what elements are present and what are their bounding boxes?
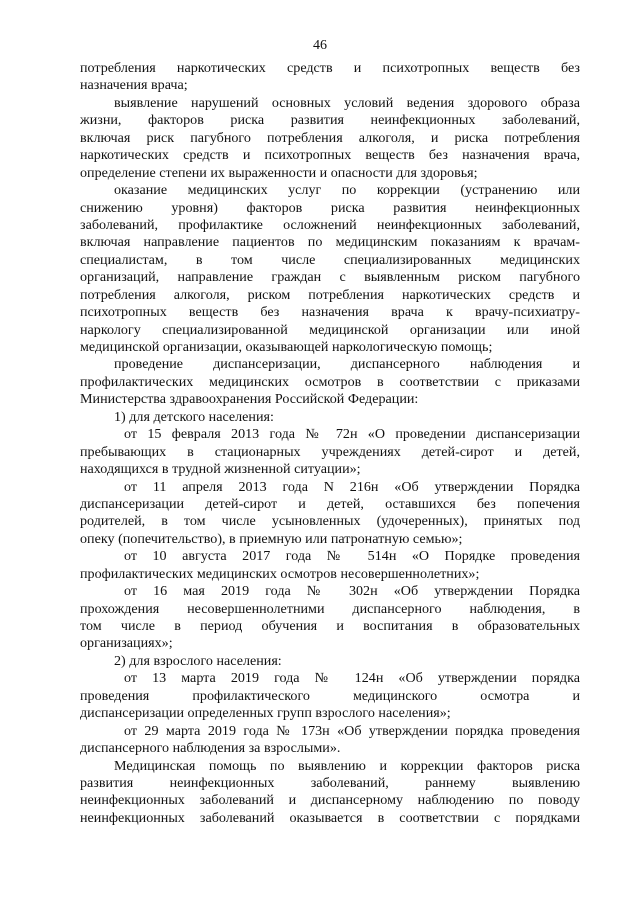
text-line: профилактических медицинских осмотров в соответствии с приказами — [80, 373, 580, 390]
text-line: Медицинская помощь по выявлению и коррекции факторов риска — [114, 757, 580, 774]
text-line: от 15 февраля 2013 года № 72н «О проведении диспансеризации — [124, 426, 580, 443]
text-line: опеку (попечительство), в приемную или патронатную семью»; — [80, 530, 463, 547]
text-line: потребления алкоголя, риском потребления наркотических средств и — [80, 286, 580, 303]
text-line: включая риск пагубного потребления алкоголя, и риска потребления — [80, 129, 580, 146]
text-line: диспансеризации детей-сирот и детей, оставшихся без попечения — [80, 495, 580, 512]
text-line: выявление нарушений основных условий ведения здорового образа — [114, 94, 580, 111]
text-line: оказание медицинских услуг по коррекции (устранению или — [114, 182, 580, 199]
text-line: медицинской организации, оказывающей наркологическую помощь; — [80, 339, 493, 355]
text-line: потребления наркотических средств и психотропных веществ без — [80, 60, 580, 76]
text-line: от 11 апреля 2013 года N 216н «Об утверждении Порядка — [124, 478, 580, 495]
text-line: неинфекционных заболеваний оказывается в соответствии с порядками — [80, 809, 580, 826]
text-line: диспансеризации определенных групп взрослого населения»; — [80, 705, 451, 722]
text-line: психотропных веществ без назначения врача к врачу-психиатру- — [80, 304, 580, 321]
text-line: наркотических средств и психотропных веществ без назначения врача, — [80, 147, 580, 164]
text-line: родителей, в том числе усыновленных (удочеренных), принятых под — [80, 513, 580, 530]
text-line: прохождения несовершеннолетними диспансерного наблюдения, в — [80, 600, 580, 617]
text-line: снижению уровня) факторов риска развития неинфекционных — [80, 199, 580, 216]
text-line: включая направление пациентов по медицинским показаниям к врачам- — [80, 234, 580, 251]
text-line: 1) для детского населения: — [114, 408, 274, 425]
text-line: профилактических медицинских осмотров несовершеннолетних»; — [80, 565, 480, 582]
text-line: назначения врача; — [80, 77, 188, 94]
text-line: находящихся в трудной жизненной ситуации»; — [80, 461, 361, 478]
text-line: жизни, факторов риска развития неинфекционных заболеваний, — [80, 112, 580, 129]
document-body — [80, 60, 580, 827]
text-line: специалистам, в том числе специализированных медицинских — [80, 251, 580, 268]
text-line: заболеваний, профилактике осложнений неинфекционных заболеваний, — [80, 216, 580, 233]
text-line: 2) для взрослого населения: — [114, 652, 282, 669]
text-line: диспансерного наблюдения за взрослыми». — [80, 740, 341, 757]
text-line: от 10 августа 2017 года № 514н «О Порядке проведения — [124, 548, 580, 565]
text-line: организаций, направление граждан с выявленным риском пагубного — [80, 269, 580, 286]
text-line: проведения профилактического медицинского осмотра и — [80, 687, 580, 704]
text-line: от 29 марта 2019 года № 173н «Об утверждении порядка проведения — [124, 722, 580, 739]
text-line: том числе в период обучения и воспитания в образовательных — [80, 618, 580, 634]
page-number: 46 — [313, 38, 327, 53]
text-line: проведение диспансеризации, диспансерного наблюдения и — [114, 356, 580, 373]
text-line: пребывающих в стационарных учреждениях детей-сирот и детей, — [80, 443, 580, 460]
text-line: развития неинфекционных заболеваний, раннему выявлению — [80, 774, 580, 791]
text-line: Министерства здравоохранения Российской Федерации: — [80, 391, 419, 408]
text-line: от 16 мая 2019 года № 302н «Об утверждении Порядка — [124, 583, 580, 600]
text-line: организациях»; — [80, 635, 173, 652]
text-line: наркологу специализированной медицинской организации или иной — [80, 321, 580, 338]
text-line: неинфекционных заболеваний и диспансерному наблюдению по поводу — [80, 792, 580, 809]
text-line: от 13 марта 2019 года № 124н «Об утверждении порядка — [124, 670, 580, 687]
text-line: определение степени их выраженности и опасности для здоровья; — [80, 164, 478, 181]
